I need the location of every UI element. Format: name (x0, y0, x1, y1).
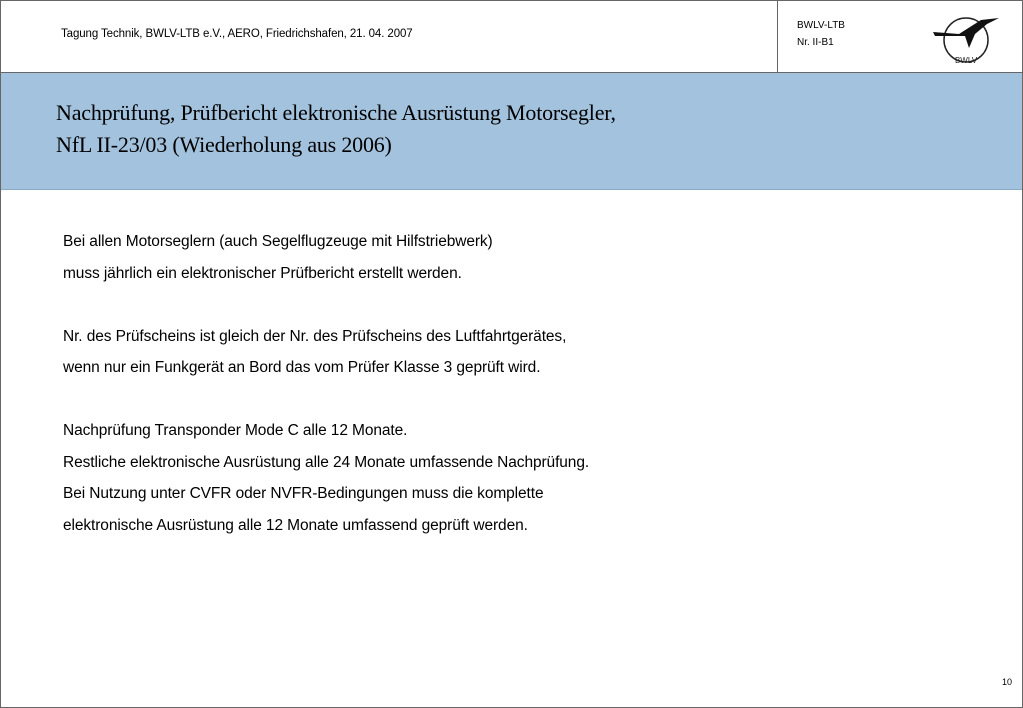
body-line: Restliche elektronische Ausrüstung alle 24 Monate umfassende Nachprüfung. (63, 453, 590, 471)
body-line: Nr. des Prüfscheins ist gleich der Nr. des Prüfscheins des Luftfahrtgerätes, (63, 327, 567, 345)
body-line: Nachprüfung Transponder Mode C alle 12 Monate. (63, 422, 408, 439)
slide-title (56, 97, 616, 161)
body-line: elektronische Ausrüstung alle 12 Monate umfassend geprüft werden. (63, 516, 528, 534)
doc-number: Nr. II-B1 (797, 37, 834, 48)
logo-text: BWLV (954, 56, 978, 65)
slide-body (63, 226, 589, 541)
conference-info: Tagung Technik, BWLV-LTB e.V., AERO, Friedrichshafen, 21. 04. 2007 (61, 28, 413, 40)
page-number: 10 (1001, 677, 1012, 687)
title-line-1: Nachprüfung, Prüfbericht elektronische Ausrüstung Motorsegler, (56, 100, 616, 125)
paragraph-gap (63, 289, 589, 321)
org-info (797, 17, 845, 51)
org-name: BWLV-LTB (797, 20, 845, 31)
body-line: wenn nur ein Funkgerät an Bord das vom Prüfer Klasse 3 geprüft wird. (63, 359, 541, 376)
body-line: muss jährlich ein elektronischer Prüfbericht erstellt werden. (63, 264, 462, 282)
body-line: Bei allen Motorseglern (auch Segelflugzeuge mit Hilfstriebwerk) (63, 233, 493, 250)
paragraph-gap (63, 384, 589, 416)
slide-header (1, 1, 1022, 73)
title-line-2: NfL II-23/03 (Wiederholung aus 2006) (56, 132, 392, 157)
body-line: Bei Nutzung unter CVFR oder NVFR-Bedingungen muss die komplette (63, 485, 544, 502)
header-divider (777, 1, 778, 72)
bwlv-logo-icon (929, 10, 1003, 66)
title-bar (1, 73, 1022, 190)
